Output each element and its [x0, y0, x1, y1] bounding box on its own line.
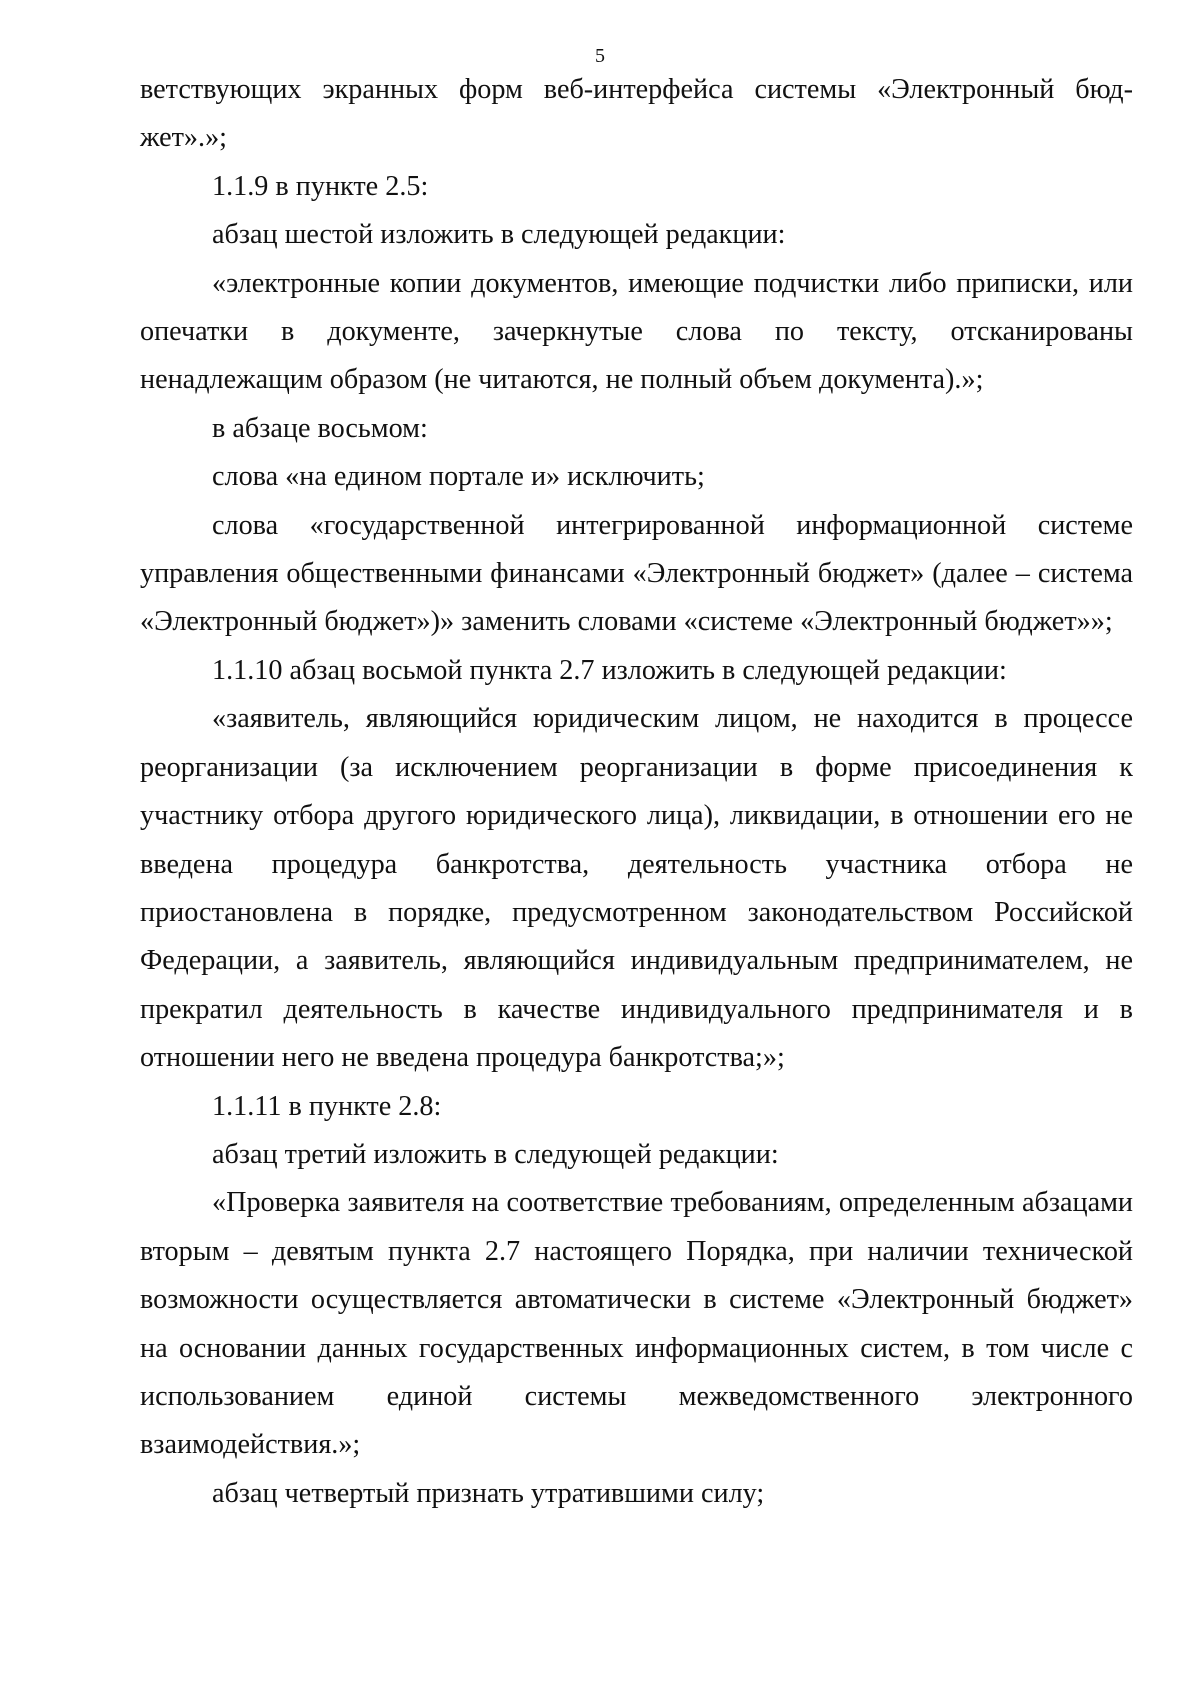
- paragraph-words-system: слова «государственной интегрированной информационной системе управления общественными финансами «Электронный бюджет» (далее – система «Электронный бюджет»)» заменить словами «системе «Электронный бюджет»»;: [140, 509, 1133, 638]
- paragraph-1-1-10: 1.1.10 абзац восьмой пункта 2.7 изложить в следующей редакции:: [212, 654, 1007, 686]
- paragraph-1-1-9: 1.1.9 в пункте 2.5:: [212, 170, 429, 202]
- paragraph-third-abzac: абзац третий изложить в следующей редакции:: [212, 1138, 779, 1170]
- paragraph-continuation-end: жет».»;: [140, 122, 227, 154]
- paragraph-fourth-abzac: абзац четвертый признать утратившими силу;: [212, 1477, 765, 1509]
- paragraph-sixth-abzac: абзац шестой изложить в следующей редакции:: [212, 219, 786, 251]
- page-number: 5: [595, 45, 605, 67]
- paragraph-quote-applicant: «заявитель, являющийся юридическим лицом, не находится в процессе реорганизации (за исключением реорганизации в форме присоединения к участнику отбора другого юридического лица), ликвидации, в отношении его не введена процедура банкротства, деятельность участника отбора не приостановлена в порядке, предусмотренном законодательством Российской Федерации, а заявитель, являющийся индивидуальным предпринимателем, не прекратил деятельность в качестве индивидуального предпринимателя и в отношении него не введена процедура банкротства;»;: [140, 703, 1133, 1074]
- paragraph-quote-check: «Проверка заявителя на соответствие требованиям, определенным абзацами вторым – девятым пункта 2.7 настоящего Порядка, при наличии технической возможности осуществляется автоматически в системе «Электронный бюджет» на основании данных государственных информационных систем, в том числе с использованием единой системы межведомственного электронного взаимодействия.»;: [140, 1187, 1133, 1461]
- paragraph-eighth-abzac: в абзаце восьмом:: [212, 412, 428, 444]
- paragraph-words-portal: слова «на едином портале и» исключить;: [212, 461, 705, 493]
- paragraph-continuation: ветствующих экранных форм веб-интерфейса системы «Электронный бюд-: [140, 74, 1133, 105]
- paragraph-1-1-11: 1.1.11 в пункте 2.8:: [212, 1090, 442, 1122]
- paragraph-quote-electronic-copies: «электронные копии документов, имеющие подчистки либо приписки, или опечатки в документе, зачеркнутые слова по тексту, отсканированы ненадлежащим образом (не читаются, не полный объем документа).»;: [140, 267, 1133, 396]
- document-body: [140, 66, 1133, 1518]
